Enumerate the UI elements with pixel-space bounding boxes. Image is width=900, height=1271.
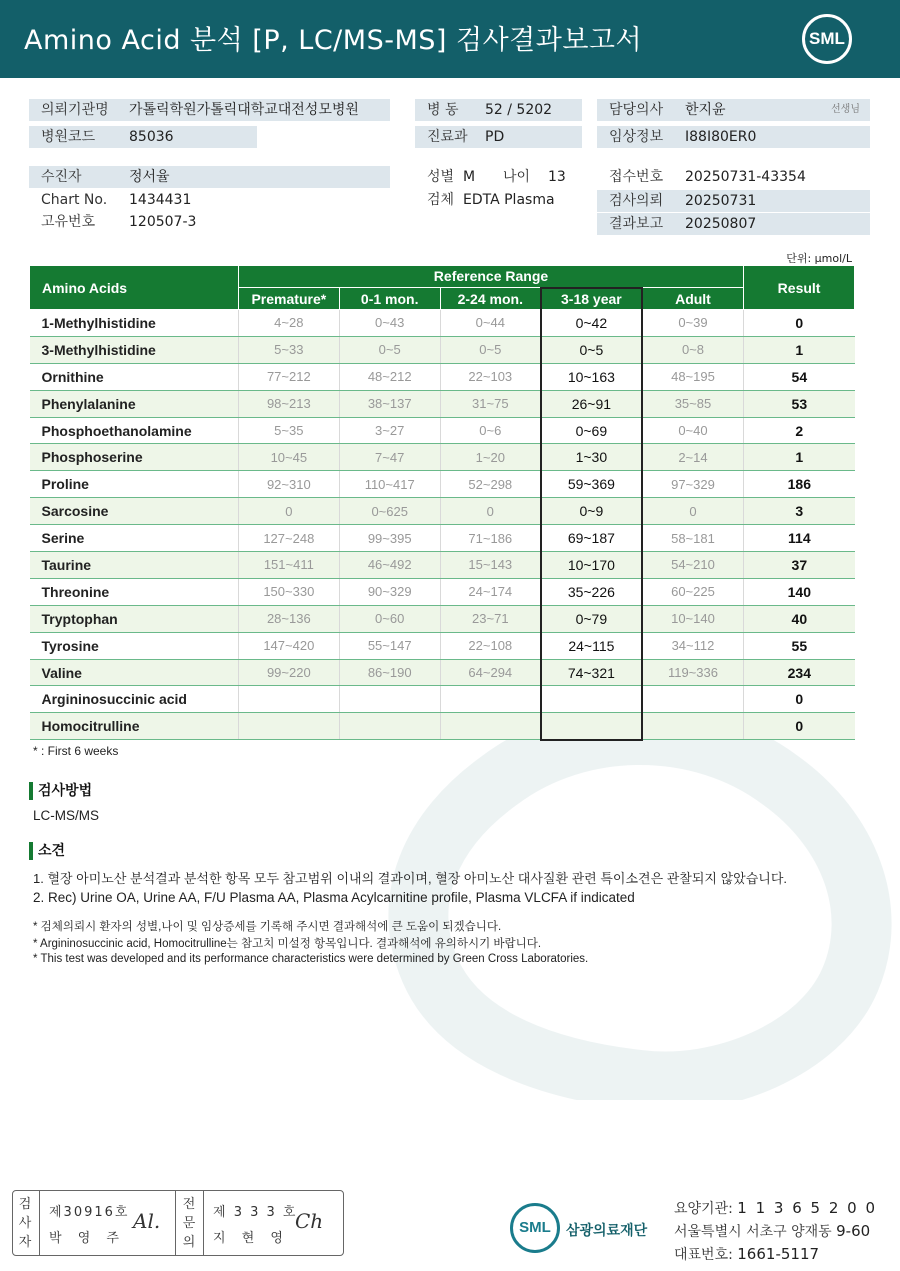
col-reference-range: Reference Range: [238, 266, 743, 288]
ref-range-y3-18: 69~187: [541, 525, 642, 552]
ref-range-premature: 99~220: [238, 659, 339, 686]
ref-range-adult: 58~181: [642, 525, 744, 552]
ref-range-m2-24: 0~6: [440, 417, 541, 444]
divider: [39, 1191, 40, 1255]
ref-range-premature: [238, 713, 339, 740]
ref-range-m0-1: 0~625: [339, 498, 440, 525]
request-date-field: 검사의뢰 20250731: [597, 190, 870, 212]
col-2-24-mon: 2-24 mon.: [440, 288, 541, 310]
amino-acid-name: 1-Methylhistidine: [30, 310, 239, 337]
amino-acid-name: Tryptophan: [30, 605, 239, 632]
table-row: [30, 686, 855, 713]
ref-range-m2-24: 71~186: [440, 525, 541, 552]
footer-phone: 대표번호: 1661-5117: [674, 1245, 820, 1263]
ref-range-m0-1: 90~329: [339, 578, 440, 605]
ref-range-m0-1: 99~395: [339, 525, 440, 552]
result-value: 40: [744, 605, 855, 632]
result-value: 114: [744, 525, 855, 552]
table-row: [30, 336, 855, 363]
col-premature: Premature*: [238, 288, 339, 310]
divider: [203, 1191, 204, 1255]
result-value: 37: [744, 552, 855, 579]
ref-range-y3-18: 10~163: [541, 363, 642, 390]
col-adult: Adult: [642, 288, 744, 310]
table-row: [30, 417, 855, 444]
ref-range-premature: 5~33: [238, 336, 339, 363]
ref-range-m2-24: [440, 713, 541, 740]
amino-acid-name: Taurine: [30, 552, 239, 579]
ref-range-m0-1: 55~147: [339, 632, 440, 659]
amino-acid-name: Sarcosine: [30, 498, 239, 525]
table-row: [30, 605, 855, 632]
watermark-logo-icon: [380, 720, 900, 1100]
specialist-name: 지 현 영: [213, 1231, 289, 1246]
note-line-2: * Argininosuccinic acid, Homocitrulline는 참고치 미설정 항목입니다. 결과해석에 유의하시기 바랍니다.: [33, 938, 542, 950]
specialist-license: 제 3 3 3 호: [213, 1205, 298, 1220]
ref-range-y3-18: 1~30: [541, 444, 642, 471]
result-value: 2: [744, 417, 855, 444]
ref-range-y3-18: 74~321: [541, 659, 642, 686]
tester-label: 검 사 자: [18, 1197, 32, 1250]
table-row: [30, 659, 855, 686]
findings-heading: 소견: [29, 842, 65, 860]
ref-range-m0-1: 46~492: [339, 552, 440, 579]
ref-range-premature: 28~136: [238, 605, 339, 632]
note-line-1: * 검체의뢰시 환자의 성별,나이 및 임상증세를 기록해 주시면 결과해석에 큰 도움이 되겠습니다.: [33, 921, 502, 933]
ref-range-m2-24: [440, 686, 541, 713]
ref-range-m2-24: 22~108: [440, 632, 541, 659]
col-result: Result: [744, 266, 855, 310]
ref-range-adult: 0~39: [642, 310, 744, 337]
hospital-code-field: 병원코드 85036: [29, 126, 257, 148]
footer-sml-logo: SML: [510, 1203, 560, 1253]
ref-range-premature: 147~420: [238, 632, 339, 659]
ref-range-adult: 10~140: [642, 605, 744, 632]
ref-range-m0-1: 0~60: [339, 605, 440, 632]
ref-range-premature: 10~45: [238, 444, 339, 471]
table-row: [30, 471, 855, 498]
patient-field: 수진자 정서율: [29, 166, 390, 188]
result-value: 1: [744, 444, 855, 471]
ref-range-adult: 48~195: [642, 363, 744, 390]
specimen-field: 검체 EDTA Plasma: [427, 192, 555, 208]
signature-box: [12, 1190, 344, 1256]
ref-range-m0-1: 48~212: [339, 363, 440, 390]
ref-range-y3-18: 0~69: [541, 417, 642, 444]
ref-range-y3-18: 26~91: [541, 390, 642, 417]
col-3-18-year: 3-18 year: [541, 288, 642, 310]
result-value: 0: [744, 713, 855, 740]
amino-acid-name: Serine: [30, 525, 239, 552]
amino-acid-name: Valine: [30, 659, 239, 686]
ref-range-adult: 35~85: [642, 390, 744, 417]
result-value: 0: [744, 686, 855, 713]
table-row: [30, 310, 855, 337]
ref-range-m2-24: 22~103: [440, 363, 541, 390]
ref-range-m0-1: [339, 686, 440, 713]
amino-acid-name: Homocitrulline: [30, 713, 239, 740]
ref-range-m2-24: 31~75: [440, 390, 541, 417]
ref-range-premature: 4~28: [238, 310, 339, 337]
receipt-no-field: 접수번호 20250731-43354: [609, 169, 806, 185]
result-value: 234: [744, 659, 855, 686]
ref-range-premature: 0: [238, 498, 339, 525]
unique-no-field: 고유번호 120507-3: [41, 214, 197, 230]
ref-range-adult: 34~112: [642, 632, 744, 659]
tester-license: 제30916호: [49, 1205, 130, 1220]
result-value: 186: [744, 471, 855, 498]
table-row: [30, 578, 855, 605]
amino-acid-name: Phosphoethanolamine: [30, 417, 239, 444]
doctor-field: 담당의사 한지윤 선생님: [597, 99, 870, 121]
ref-range-premature: 5~35: [238, 417, 339, 444]
ref-range-adult: 97~329: [642, 471, 744, 498]
ref-range-m2-24: 23~71: [440, 605, 541, 632]
amino-acid-name: Argininosuccinic acid: [30, 686, 239, 713]
amino-acid-name: Phenylalanine: [30, 390, 239, 417]
ref-range-m2-24: 52~298: [440, 471, 541, 498]
ref-range-y3-18: 59~369: [541, 471, 642, 498]
ref-range-m0-1: 0~5: [339, 336, 440, 363]
col-amino-acids: Amino Acids: [30, 266, 239, 310]
result-value: 3: [744, 498, 855, 525]
tester-name: 박 영 주: [49, 1231, 125, 1246]
table-row: [30, 552, 855, 579]
ref-range-m2-24: 64~294: [440, 659, 541, 686]
result-value: 55: [744, 632, 855, 659]
table-row: [30, 498, 855, 525]
amino-acid-name: Tyrosine: [30, 632, 239, 659]
result-value: 1: [744, 336, 855, 363]
ref-range-premature: [238, 686, 339, 713]
ref-range-adult: [642, 686, 744, 713]
ref-range-y3-18: [541, 713, 642, 740]
unit-label: 단위: µmol/L: [786, 252, 852, 265]
specialist-label: 전 문 의: [182, 1197, 196, 1250]
ref-range-y3-18: 0~42: [541, 310, 642, 337]
ref-range-m0-1: 110~417: [339, 471, 440, 498]
amino-acid-name: Ornithine: [30, 363, 239, 390]
ref-range-adult: 0: [642, 498, 744, 525]
table-row: [30, 444, 855, 471]
method-heading: 검사방법: [29, 782, 92, 800]
amino-acid-name: Phosphoserine: [30, 444, 239, 471]
ref-range-m0-1: 7~47: [339, 444, 440, 471]
ref-range-adult: 0~8: [642, 336, 744, 363]
ref-range-premature: 77~212: [238, 363, 339, 390]
ref-range-adult: 60~225: [642, 578, 744, 605]
footer-org-name: 삼광의료재단: [566, 1223, 648, 1239]
ref-range-m2-24: 0~44: [440, 310, 541, 337]
method-text: LC-MS/MS: [33, 808, 100, 823]
sml-logo: SML: [802, 14, 852, 64]
ref-range-premature: 127~248: [238, 525, 339, 552]
specialist-signature: Ch: [295, 1209, 324, 1233]
department-field: 진료과 PD: [415, 126, 582, 148]
report-date-field: 결과보고 20250807: [597, 213, 870, 235]
result-value: 54: [744, 363, 855, 390]
ref-range-y3-18: 10~170: [541, 552, 642, 579]
ref-range-m2-24: 15~143: [440, 552, 541, 579]
institution-field: 의뢰기관명 가톨릭학원가톨릭대학교대전성모병원: [29, 99, 390, 121]
sex-age-field: 성별 M 나이 13: [427, 169, 566, 185]
table-row: [30, 632, 855, 659]
amino-acid-name: Proline: [30, 471, 239, 498]
ref-range-m0-1: 38~137: [339, 390, 440, 417]
ref-range-m2-24: 24~174: [440, 578, 541, 605]
ref-range-adult: 119~336: [642, 659, 744, 686]
result-value: 53: [744, 390, 855, 417]
note-line-3: * This test was developed and its performance characteristics were determined by Green Cross Laboratories.: [33, 953, 589, 965]
tester-signature: Al.: [133, 1209, 161, 1233]
report-header: [0, 0, 900, 78]
amino-acid-table: [29, 265, 855, 741]
ref-range-m2-24: 0~5: [440, 336, 541, 363]
ref-range-premature: 92~310: [238, 471, 339, 498]
ref-range-adult: 0~40: [642, 417, 744, 444]
ref-range-m0-1: 86~190: [339, 659, 440, 686]
ref-range-y3-18: 0~9: [541, 498, 642, 525]
finding-line-1: 1. 혈장 아미노산 분석결과 분석한 항목 모두 참고범위 이내의 결과이며, 혈장 아미노산 대사질환 관련 특이소견은 관찰되지 않았습니다.: [33, 871, 787, 886]
result-value: 140: [744, 578, 855, 605]
table-row: [30, 713, 855, 740]
footer-institution-code: 요양기관: 1 1 3 6 5 2 0 0: [674, 1199, 877, 1217]
ref-range-m2-24: 0: [440, 498, 541, 525]
table-footnote: * : First 6 weeks: [33, 744, 119, 758]
ref-range-m0-1: [339, 713, 440, 740]
ref-range-m0-1: 0~43: [339, 310, 440, 337]
amino-acid-name: 3-Methylhistidine: [30, 336, 239, 363]
ref-range-y3-18: 0~5: [541, 336, 642, 363]
ref-range-m0-1: 3~27: [339, 417, 440, 444]
ref-range-adult: 54~210: [642, 552, 744, 579]
chart-no-field: Chart No. 1434431: [41, 192, 192, 208]
report-title: Amino Acid 분석 [P, LC/MS-MS] 검사결과보고서: [24, 25, 643, 56]
ref-range-y3-18: [541, 686, 642, 713]
divider: [175, 1191, 176, 1255]
result-value: 0: [744, 310, 855, 337]
finding-line-2: 2. Rec) Urine OA, Urine AA, F/U Plasma AA, Plasma Acylcarnitine profile, Plasma VLCFA if indicated: [33, 890, 635, 905]
footer-address: 서울특별시 서초구 양재동 9-60: [674, 1222, 871, 1240]
ref-range-premature: 98~213: [238, 390, 339, 417]
ref-range-y3-18: 35~226: [541, 578, 642, 605]
table-row: [30, 525, 855, 552]
ref-range-y3-18: 24~115: [541, 632, 642, 659]
table-row: [30, 390, 855, 417]
ref-range-premature: 151~411: [238, 552, 339, 579]
ward-field: 병 동 52 / 5202: [415, 99, 582, 121]
ref-range-y3-18: 0~79: [541, 605, 642, 632]
ref-range-premature: 150~330: [238, 578, 339, 605]
table-row: [30, 363, 855, 390]
clinical-info-field: 임상정보 I88I80ER0: [597, 126, 870, 148]
amino-acid-name: Threonine: [30, 578, 239, 605]
col-0-1-mon: 0-1 mon.: [339, 288, 440, 310]
ref-range-m2-24: 1~20: [440, 444, 541, 471]
ref-range-adult: 2~14: [642, 444, 744, 471]
ref-range-adult: [642, 713, 744, 740]
